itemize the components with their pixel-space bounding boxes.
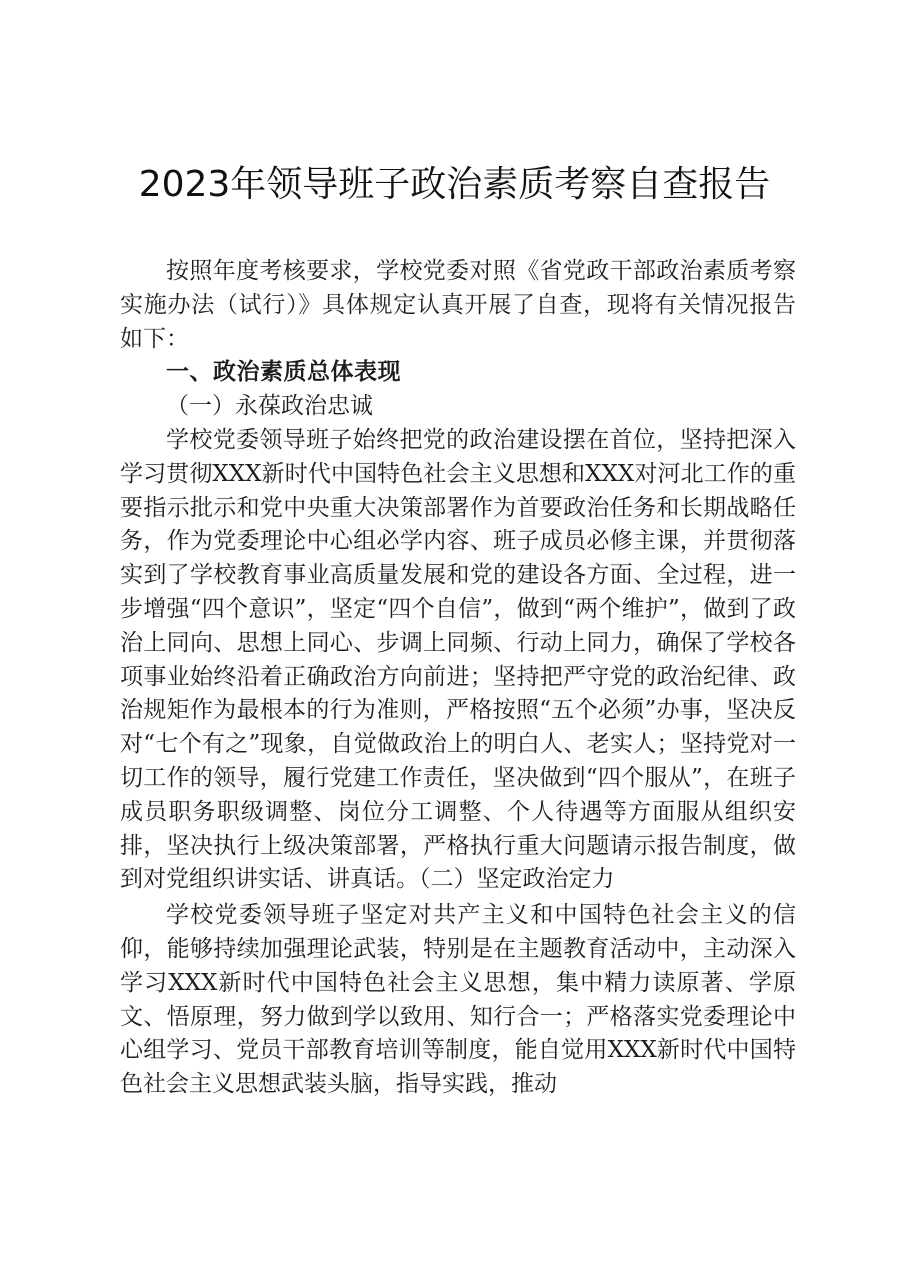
subsection-heading: （一）永葆政治忠诚	[166, 393, 373, 420]
body-paragraph: 学校党委领导班子坚定对共产主义和中国特色社会主义的信仰，能够持续加强理论武装，特别是在主题教育活动中，主动深入学习XXX新时代中国特色社会主义思想，集中精力读原著、学原文、悟原理，努力做到学以致用、知行合一；严格落实党委理论中心组学习、党员干部教育培训等制度，能自觉用XXX新时代中国特色社会主义思想武装头脑，指导实践，推动	[120, 902, 796, 1098]
intro-paragraph: 按照年度考核要求，学校党委对照《省党政干部政治素质考察实施办法（试行）》具体规定认真开展了自查，现将有关情况报告如下：	[120, 258, 796, 352]
document-body	[120, 255, 796, 1102]
document-title: 2023年领导班子政治素质考察自查报告	[138, 164, 771, 205]
body-paragraph: 学校党委领导班子始终把党的政治建设摆在首位，坚持把深入学习贯彻XXX新时代中国特色社会主义思想和XXX对河北工作的重要指示批示和党中央重大决策部署作为首要政治任务和长期战略任务，作为党委理论中心组必学内容、班子成员必修主课，并贯彻落实到了学校教育事业高质量发展和党的建设各方面、全过程，进一步增强“四个意识”，坚定“四个自信”，做到“两个维护”，做到了政治上同向、思想上同心、步调上同频、行动上同力，确保了学校各项事业始终沿着正确政治方向前进；坚持把严守党的政治纪律、政治规矩作为最根本的行为准则，严格按照“五个必须”办事，坚决反对“七个有之”现象，自觉做政治上的明白人、老实人；坚持党对一切工作的领导，履行党建工作责任，坚决做到“四个服从”，在班子成员职务职级调整、岗位分工调整、个人待遇等方面服从组织安排，坚决执行上级决策部署，严格执行重大问题请示报告制度，做到对党组织讲实话、讲真话。（二）坚定政治定力	[120, 426, 796, 893]
section-heading: 一、政治素质总体表现	[166, 359, 401, 386]
